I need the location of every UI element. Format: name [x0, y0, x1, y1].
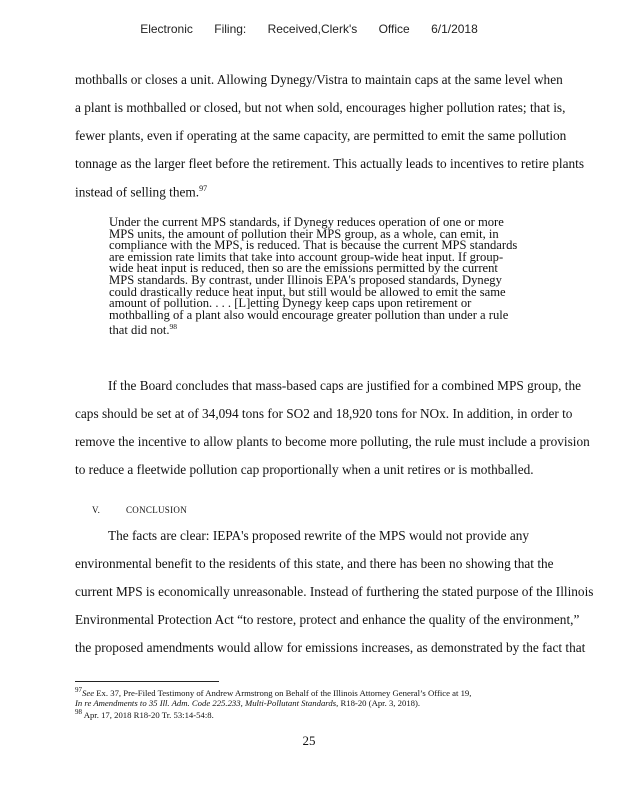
text-line: The facts are clear: IEPA's proposed rewrite of the MPS would not provide any: [108, 528, 530, 543]
footnote-marker-97[interactable]: 97: [199, 184, 208, 193]
footnote-number: 97: [75, 686, 82, 694]
quote-line: could drastically reduce heat input, but still would be allowed to emit the same: [109, 284, 506, 299]
text-fragment: instead of selling them.: [75, 184, 200, 200]
text-line: [75, 184, 600, 200]
filing-header: [0, 22, 618, 36]
header-electronic: Electronic: [140, 22, 193, 36]
footnote-divider: [75, 681, 219, 682]
quote-line: MPS standards. By contrast, under Illinois EPA's proposed standards, Dynegy: [109, 272, 502, 287]
quote-line: are emission rate limits that take into account group-wide heat input. If group-: [109, 249, 504, 264]
quote-line: compliance with the MPS, is reduced. That is because the current MPS standards: [109, 238, 518, 253]
text-line: environmental benefit to the residents of this state, and there has been no showing that the: [75, 556, 554, 571]
footnote-signal: See: [82, 687, 95, 698]
quote-line: mothballing of a plant also would encourage greater pollution than under a rule: [109, 307, 509, 322]
footnote-number: 98: [75, 708, 82, 716]
text-line: mothballs or closes a unit. Allowing Dynegy/Vistra to maintain caps at the same level when: [75, 72, 563, 87]
text-line: fewer plants, even if operating at the same capacity, are permitted to emit the same pollution: [75, 128, 567, 143]
quote-line: MPS units, the amount of pollution their MPS group, as a whole, can emit, in: [109, 226, 499, 241]
quote-line: wide heat input is reduced, then so are the emissions permitted by the current: [109, 261, 498, 276]
footnote-text: Apr. 17, 2018 R18-20 Tr. 53:14-54:8.: [82, 709, 214, 720]
quote-line: [109, 321, 541, 337]
footnote-case-title: In re Amendments to 35 Ill. Adm. Code 225.233, Multi-Pollutant Standards: [75, 697, 337, 708]
text-line: the proposed amendments would allow for emissions increases, as demonstrated by the fact that: [75, 640, 586, 655]
footnote-97: [75, 685, 595, 708]
section-heading: [92, 505, 187, 515]
block-quote: [109, 217, 541, 337]
section-number: V.: [92, 505, 101, 515]
quote-line: Under the current MPS standards, if Dynegy reduces operation of one or more: [109, 215, 504, 229]
text-line: to reduce a fleetwide pollution cap proportionally when a unit retires or is mothballed.: [75, 462, 534, 477]
header-filing: Filing:: [214, 22, 247, 36]
footnote-line: [75, 707, 595, 720]
header-date: 6/1/2018: [431, 22, 478, 36]
footnote-marker-98[interactable]: 98: [169, 322, 178, 332]
text-fragment: that did not.: [109, 323, 170, 338]
text-line: If the Board concludes that mass-based caps are justified for a combined MPS group, the: [108, 378, 582, 393]
footnote-text: Ex. 37, Pre-Filed Testimony of Andrew Armstrong on Behalf of the Illinois Attorney General’s Office at 19,: [94, 687, 472, 698]
text-line: caps should be set at of 34,094 tons for SO2 and 18,920 tons for NOx. In addition, in order to: [75, 406, 573, 421]
header-received: Received,Clerk's: [267, 22, 358, 36]
text-line: remove the incentive to allow plants to become more polluting, the rule must include a provision: [75, 434, 590, 449]
text-line: a plant is mothballed or closed, but not when sold, encourages higher pollution rates; that is,: [75, 100, 566, 115]
footnote-line: [75, 685, 595, 698]
text-line: current MPS is economically unreasonable. Instead of furthering the stated purpose of the Illinois: [75, 584, 594, 599]
footnote-text: , R18-20 (Apr. 3, 2018).: [336, 697, 421, 708]
quote-line: amount of pollution. . . . [L]etting Dynegy keep caps upon retirement or: [109, 296, 472, 311]
header-office: Office: [378, 22, 410, 36]
section-title: CONCLUSION: [126, 505, 188, 515]
page-number: 25: [302, 733, 316, 748]
footnote-98: [75, 707, 595, 720]
text-line: tonnage as the larger fleet before the retirement. This actually leads to incentives to retire plants: [75, 156, 585, 171]
text-line: Environmental Protection Act “to restore, protect and enhance the quality of the environment,”: [75, 612, 580, 627]
